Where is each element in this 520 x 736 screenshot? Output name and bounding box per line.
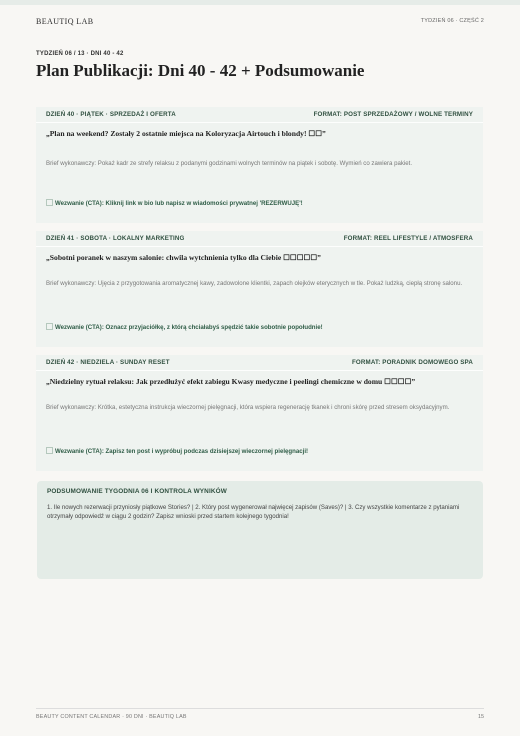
- post-headline: „Sobotni poranek w naszym salonie: chwila wytchnienia tylko dla Ciebie ☐☐☐☐☐”: [46, 253, 321, 262]
- day-format: FORMAT: REEL LIFESTYLE / ATMOSFERA: [343, 235, 473, 242]
- day-card-40: [36, 107, 483, 223]
- top-accent-bar: [0, 0, 520, 5]
- post-headline: „Plan na weekend? Zostały 2 ostatnie miejsca na Koloryzacja Airtouch i blondy! ☐☐”: [46, 129, 326, 138]
- card-divider: [36, 370, 483, 371]
- cta-text: Wezwanie (CTA): Kliknij link w bio lub napisz w wiadomości prywatnej 'REZERWUJĘ'!: [55, 200, 303, 207]
- day-label: DZIEŃ 40 · PIĄTEK · SPRZEDAŻ I OFERTA: [46, 111, 176, 118]
- day-card-header: [46, 359, 473, 366]
- post-brief: Brief wykonawczy: Krótka, estetyczna instrukcja wieczornej pielęgnacji, która wspiera regenerację tkanek i chroni skórę przed stresem oksydacyjnym.: [46, 404, 450, 411]
- page-number: 15: [478, 714, 484, 720]
- post-cta: [46, 323, 473, 331]
- day-card-header: [46, 235, 473, 242]
- day-card-42: [36, 355, 483, 471]
- day-format: FORMAT: POST SPRZEDAŻOWY / WOLNE TERMINY: [313, 111, 473, 118]
- page-section-label: TYDZIEŃ 06 · CZĘŚĆ 2: [420, 18, 484, 24]
- post-headline: „Niedzielny rytuał relaksu: Jak przedłużyć efekt zabiegu Kwasy medyczne i peelingi chemiczne w domu ☐☐☐☐”: [46, 377, 416, 386]
- footer-text: BEAUTY CONTENT CALENDAR · 90 DNI · BEAUTIQ LAB: [36, 714, 187, 720]
- day-card-header: [46, 111, 473, 118]
- day-label: DZIEŃ 42 · NIEDZIELA · SUNDAY RESET: [46, 359, 170, 366]
- day-card-41: [36, 231, 483, 347]
- weekly-summary-box: [37, 481, 483, 579]
- cta-text: Wezwanie (CTA): Zapisz ten post i wypróbuj podczas dzisiejszej wieczornej pielęgnacji!: [55, 448, 309, 455]
- footer-divider: [36, 708, 484, 709]
- cta-text: Wezwanie (CTA): Oznacz przyjaciółkę, z którą chciałabyś spędzić takie sobotnie popołudnie!: [55, 324, 323, 331]
- summary-body: 1. Ile nowych rezerwacji przyniosły piątkowe Stories? | 2. Który post wygenerował najwięcej zapisów (Saves)? | 3. Czy wszystkie komentarze z pytaniami otrzymały odpowiedź w ciągu 2 godzin? Zapisz wnioski przed startem kolejnego tygodnia!: [47, 504, 460, 521]
- cta-icon: [46, 447, 53, 454]
- day-label: DZIEŃ 41 · SOBOTA · LOKALNY MARKETING: [46, 235, 185, 242]
- card-divider: [36, 122, 483, 123]
- post-cta: [46, 447, 473, 455]
- post-cta: [46, 199, 473, 207]
- page-title: Plan Publikacji: Dni 40 - 42 + Podsumowanie: [36, 61, 365, 80]
- summary-title: PODSUMOWANIE TYGODNIA 06 I KONTROLA WYNIKÓW: [47, 488, 227, 495]
- post-brief: Brief wykonawczy: Pokaż kadr ze strefy relaksu z podanymi godzinami wolnych terminów na piątek i sobotę. Wymień co zawiera pakiet.: [46, 160, 413, 167]
- post-brief: Brief wykonawczy: Ujęcia z przygotowania aromatycznej kawy, zadowolone klientki, zapach olejków eterycznych w tle. Pokaż ludzką, ciepłą stronę salonu.: [46, 280, 463, 287]
- cta-icon: [46, 323, 53, 330]
- card-divider: [36, 246, 483, 247]
- brand-logo-text: BEAUTIQ LAB: [36, 17, 94, 26]
- day-format: FORMAT: PORADNIK DOMOWEGO SPA: [352, 359, 473, 366]
- cta-icon: [46, 199, 53, 206]
- section-subtitle: TYDZIEŃ 06 / 13 · DNI 40 - 42: [36, 51, 124, 57]
